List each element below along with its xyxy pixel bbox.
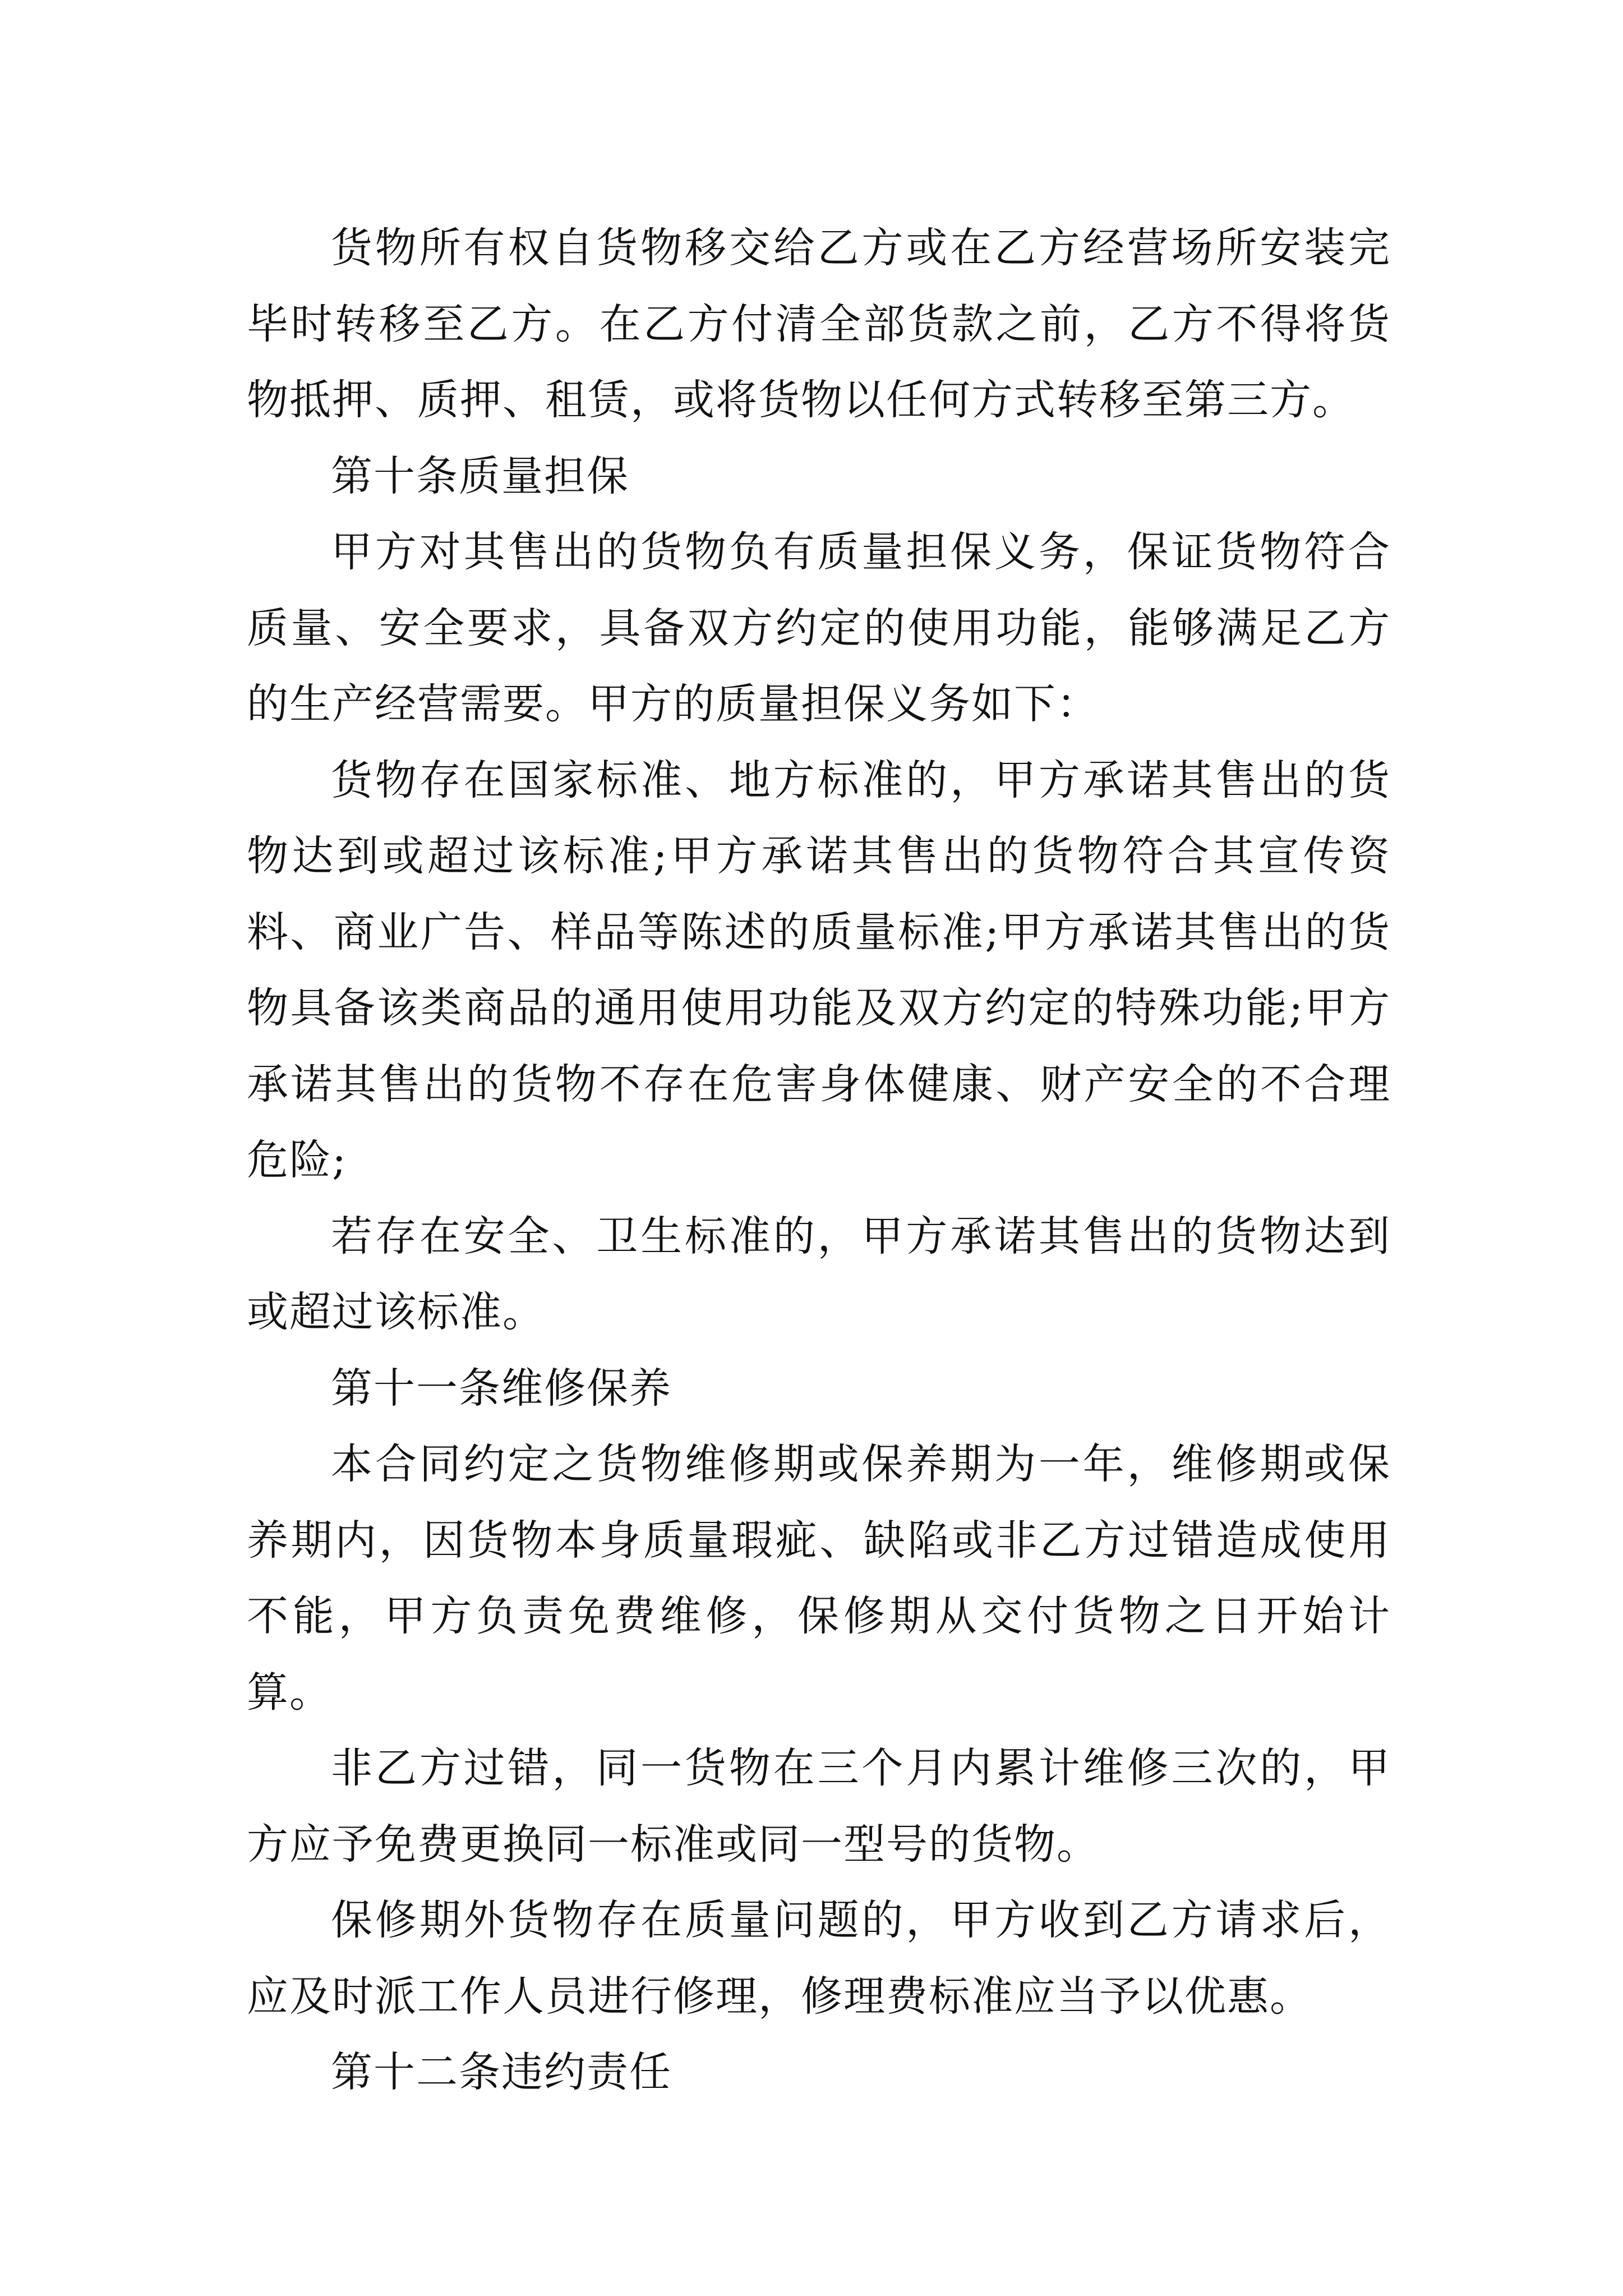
- paragraph-out-of-warranty-repair: 保修期外货物存在质量问题的，甲方收到乙方请求后，应及时派工作人员进行修理，修理费标准应当予以优惠。: [247, 1896, 1391, 2021]
- paragraph-quality-guarantee-obligation: 甲方对其售出的货物负有质量担保义务，保证货物符合质量、安全要求，具备双方约定的使用功能，能够满足乙方的生产经营需要。甲方的质量担保义务如下：: [247, 528, 1391, 728]
- heading-article-12-liability: 第十二条违约责任: [331, 2048, 672, 2096]
- paragraph-ownership-transfer: 货物所有权自货物移交给乙方或在乙方经营场所安装完毕时转移至乙方。在乙方付清全部货款之前，乙方不得将货物抵押、质押、租赁，或将货物以任何方式转移至第三方。: [247, 224, 1391, 424]
- paragraph-replacement: 非乙方过错，同一货物在三个月内累计维修三次的，甲方应予免费更换同一标准或同一型号的货物。: [247, 1744, 1391, 1869]
- heading-article-10-quality-guarantee: 第十条质量担保: [331, 452, 629, 500]
- paragraph-quality-standards: 货物存在国家标准、地方标准的，甲方承诺其售出的货物达到或超过该标准;甲方承诺其售出的货物符合其宣传资料、商业广告、样品等陈述的质量标准;甲方承诺其售出的货物具备该类商品的通用使用功能及双方约定的特殊功能;甲方承诺其售出的货物不存在危害身体健康、财产安全的不合理危险;: [247, 756, 1391, 1184]
- paragraph-safety-hygiene-standards: 若存在安全、卫生标准的，甲方承诺其售出的货物达到或超过该标准。: [247, 1212, 1391, 1336]
- document-body: [247, 210, 1391, 2111]
- heading-article-11-maintenance: 第十一条维修保养: [331, 1364, 672, 1412]
- paragraph-maintenance-period: 本合同约定之货物维修期或保养期为一年，维修期或保养期内，因货物本身质量瑕疵、缺陷或非乙方过错造成使用不能，甲方负责免费维修，保修期从交付货物之日开始计算。: [247, 1440, 1391, 1717]
